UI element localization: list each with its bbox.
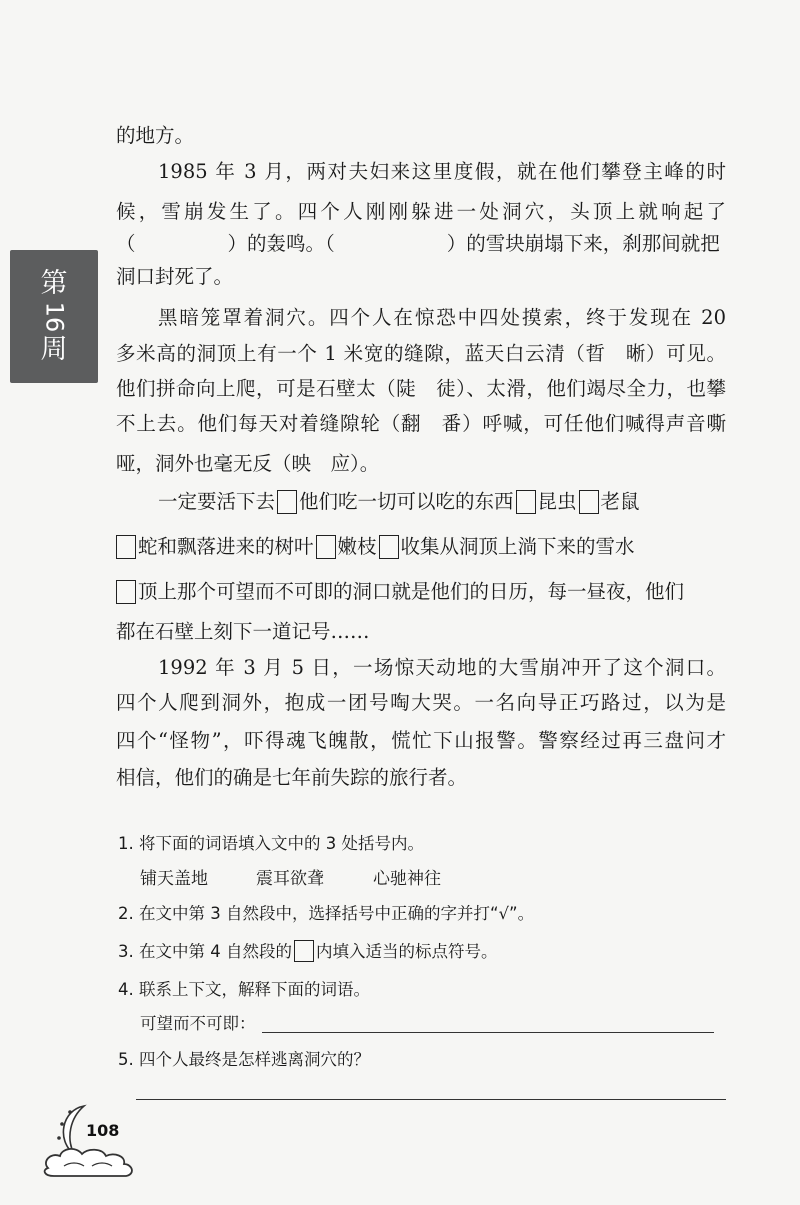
week-tab-number: 16 [39, 301, 68, 332]
passage-line: 多米高的洞顶上有一个 1 米宽的缝隙，蓝天白云清（晢 晰）可见。 [116, 342, 726, 365]
passage-line: 不上去。他们每天对着缝隙轮（翻 番）呼喊，可任他们喊得声音嘶 [116, 412, 726, 435]
word-option-2: 震耳欲聋 [256, 869, 324, 889]
question-1: 1. 将下面的词语填入文中的 3 处括号内。 [118, 834, 424, 853]
passage-line: 哑，洞外也毫无反（映 应）。 [116, 452, 380, 475]
text-segment: 蛇和飘落进来的树叶 [138, 535, 314, 558]
question-4-term: 可望而不可即： [140, 1014, 256, 1033]
passage-line: 的地方。 [116, 124, 195, 147]
text-segment: 他们吃一切可以吃的东西 [299, 490, 514, 513]
passage-line: 都在石壁上刻下一道记号…… [116, 620, 370, 643]
punctuation-box[interactable] [316, 535, 336, 559]
blank-open-1: （ [116, 232, 136, 255]
passage-line: 四个“怪物”，吓得魂飞魄散，慌忙下山报警。警察经过再三盘问才 [116, 729, 726, 752]
answer-line-q4[interactable] [262, 1032, 714, 1033]
punctuation-box-sample [294, 940, 314, 962]
passage-line: 1992 年 3 月 5 日，一场惊天动地的大雪崩冲开了这个洞口。 [158, 656, 726, 679]
text-segment: 收集从洞顶上淌下来的雪水 [400, 535, 635, 558]
punctuation-box[interactable] [116, 535, 136, 559]
question-4: 4. 联系上下文，解释下面的词语。 [118, 980, 370, 999]
passage-line: 他们拼命向上爬，可是石壁太（陡 徒）、太滑，他们竭尽全力，也攀 [116, 377, 726, 400]
passage-line: 黑暗笼罩着洞穴。四个人在惊恐中四处摸索，终于发现在 20 [158, 306, 726, 329]
passage-line-with-boxes [116, 580, 726, 604]
blank-close-2: ）的雪块崩塌下来，刹那间就把 [446, 232, 720, 255]
text-segment: 顶上那个可望而不可即的洞口就是他们的日历，每一昼夜，他们 [138, 580, 685, 603]
page-number: 108 [86, 1121, 120, 1140]
text-segment: 一定要活下去 [158, 490, 276, 513]
word-option-3: 心驰神往 [373, 869, 441, 889]
passage-line: 1985 年 3 月，两对夫妇来这里度假，就在他们攀登主峰的时 [158, 160, 726, 183]
week-tab-top: 第 [40, 267, 68, 299]
answer-line-q5[interactable] [136, 1099, 726, 1100]
punctuation-box[interactable] [379, 535, 399, 559]
text-segment: 3. 在文中第 4 自然段的 [118, 942, 292, 961]
word-option-1: 铺天盖地 [140, 869, 208, 889]
punctuation-box[interactable] [116, 580, 136, 604]
passage-line-with-blanks [116, 232, 726, 256]
punctuation-box[interactable] [516, 490, 536, 514]
question-5: 5. 四个人最终是怎样逃离洞穴的？ [118, 1050, 370, 1069]
text-segment: 内填入适当的标点符号。 [315, 942, 498, 961]
punctuation-box[interactable] [277, 490, 297, 514]
passage-line-with-boxes [116, 535, 726, 559]
text-segment: 昆虫 [537, 490, 577, 513]
text-segment: 嫩枝 [337, 535, 377, 558]
passage-line: 候，雪崩发生了。四个人刚刚躲进一处洞穴，头顶上就响起了 [116, 200, 726, 223]
blank-close-open: ）的轰鸣。（ [227, 232, 335, 255]
passage-line: 洞口封死了。 [116, 265, 234, 288]
text-segment: 老鼠 [600, 490, 640, 513]
week-tab [10, 250, 98, 383]
punctuation-box[interactable] [579, 490, 599, 514]
passage-line: 相信，他们的确是七年前失踪的旅行者。 [116, 766, 468, 789]
passage-line: 四个人爬到洞外，抱成一团号啕大哭。一名向导正巧路过，以为是 [116, 691, 726, 714]
passage-line-with-boxes [158, 490, 728, 514]
question-2: 2. 在文中第 3 自然段中，选择括号中正确的字并打“√”。 [118, 904, 535, 923]
question-3 [118, 940, 497, 963]
week-tab-bottom: 周 [40, 333, 68, 365]
